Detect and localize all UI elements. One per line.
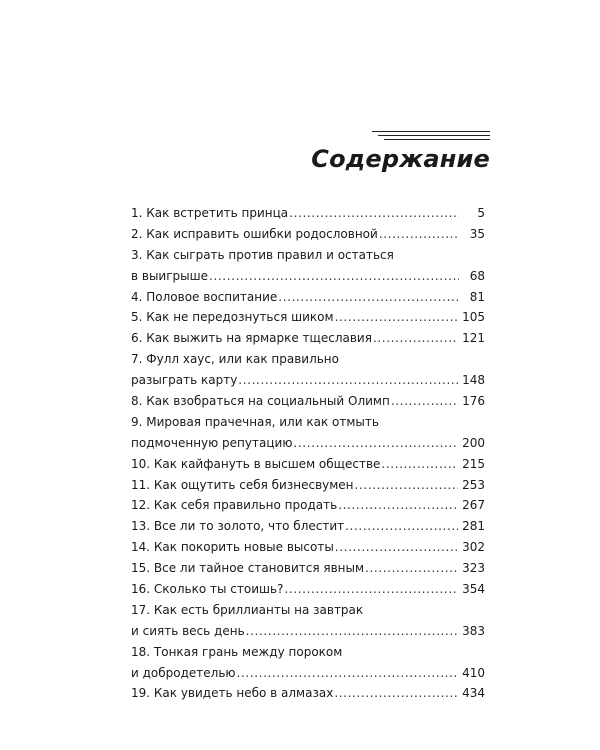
toc-entry: [131, 287, 485, 308]
dot-leader: [391, 391, 458, 412]
dot-leader: [334, 683, 458, 704]
toc-page-number: 302: [462, 540, 485, 555]
toc-entry: [131, 558, 485, 579]
toc-entry: [131, 475, 485, 496]
toc-entry-line: [131, 495, 485, 516]
toc-entry: [131, 307, 485, 328]
dot-leader: [293, 433, 458, 454]
toc-entry: [131, 245, 485, 287]
toc-entry-title: и сиять весь день: [131, 623, 245, 638]
dot-leader: [335, 537, 458, 558]
toc-entry-title: 1. Как встретить принца: [131, 206, 289, 220]
toc-entry-title: подмоченную репутацию: [131, 435, 293, 450]
toc-entry-title: 18. Тонкая грань между пороком: [131, 644, 343, 659]
toc-entry-line: [131, 203, 485, 224]
toc-entry-title: 15. Все ли тайное становится явным: [131, 561, 365, 576]
toc-entry-line: [131, 224, 485, 245]
rule-line: [378, 135, 490, 136]
toc-entry-title: 4. Половое воспитание: [131, 289, 278, 304]
toc-entry-title: 10. Как кайфануть в высшем обществе: [131, 456, 381, 471]
toc-entry: [131, 224, 485, 245]
toc-entry: [131, 600, 485, 642]
toc-page-number: 200: [462, 435, 485, 450]
toc-page-number: 215: [462, 456, 485, 471]
toc-page-number: 105: [462, 310, 485, 325]
dot-leader: [278, 287, 459, 308]
toc-entry-title: 11. Как ощутить себя бизнесвумен: [131, 477, 354, 492]
toc-entry-line: [131, 454, 485, 475]
dot-leader: [379, 224, 459, 245]
toc-entry-line: [131, 621, 485, 642]
toc-page-number: 323: [462, 561, 485, 576]
toc-entry-line: [131, 683, 485, 704]
toc-entry-line: [131, 433, 485, 454]
dot-leader: [355, 475, 459, 496]
rule-line: [372, 131, 490, 132]
dot-leader: [365, 558, 458, 579]
toc-page-number: 148: [462, 373, 485, 388]
toc-entry-line: [131, 266, 485, 287]
toc-entry-title: 6. Как выжить на ярмарке тщеславия: [131, 331, 372, 346]
toc-entry-title: разыграть карту: [131, 373, 238, 388]
toc-entry-title: 14. Как покорить новые высоты: [131, 540, 334, 555]
toc-page-number: 253: [462, 477, 485, 492]
toc-entry-line: [131, 328, 485, 349]
toc-page-number: 410: [462, 665, 485, 680]
toc-entry-title: в выигрыше: [131, 268, 208, 283]
toc-entry: [131, 683, 485, 704]
toc-entry: [131, 203, 485, 224]
dot-leader: [284, 579, 458, 600]
toc-entry-title: 16. Сколько ты стоишь?: [131, 582, 284, 597]
dot-leader: [238, 370, 458, 391]
toc-entry: [131, 537, 485, 558]
toc-entry-line: [131, 391, 485, 412]
dot-leader: [338, 495, 458, 516]
toc-page-number: 121: [462, 331, 485, 346]
toc-page-number: 176: [462, 394, 485, 409]
toc-page-number: 81: [469, 289, 485, 304]
table-of-contents: [131, 203, 485, 704]
toc-entry: [131, 349, 485, 391]
page-title: Содержание: [311, 145, 490, 173]
toc-entry: [131, 495, 485, 516]
dot-leader: [289, 203, 459, 224]
toc-entry-title: 3. Как сыграть против правил и остаться: [131, 247, 394, 262]
toc-entry-line: [131, 558, 485, 579]
toc-entry-title: 9. Мировая прачечная, или как отмыть: [131, 414, 379, 429]
toc-entry-line: [131, 516, 485, 537]
toc-entry: [131, 412, 485, 454]
toc-entry-title: 19. Как увидеть небо в алмазах: [131, 686, 334, 701]
toc-entry-title: 2. Как исправить ошибки родословной: [131, 226, 378, 241]
toc-entry-line: [131, 370, 485, 391]
toc-entry-line: [131, 579, 485, 600]
toc-entry-line: [131, 287, 485, 308]
rule-line: [384, 139, 490, 140]
dot-leader: [246, 621, 458, 642]
decorative-rules: [372, 131, 490, 143]
toc-entry-title: 12. Как себя правильно продать: [131, 498, 338, 513]
toc-page-number: 281: [462, 519, 485, 534]
dot-leader: [373, 328, 458, 349]
toc-entry-title: 13. Все ли то золото, что блестит: [131, 519, 345, 534]
toc-entry: [131, 516, 485, 537]
toc-entry-line: [131, 663, 485, 684]
toc-entry: [131, 391, 485, 412]
toc-entry-title: 17. Как есть бриллианты на завтрак: [131, 602, 364, 617]
dot-leader: [381, 454, 458, 475]
toc-entry-line: [131, 307, 485, 328]
toc-page-number: 267: [462, 498, 485, 513]
toc-entry-title: 8. Как взобраться на социальный Олимп: [131, 394, 390, 409]
dot-leader: [345, 516, 458, 537]
toc-page-number: 68: [469, 268, 485, 283]
toc-entry-line: [131, 537, 485, 558]
toc-entry-title: 7. Фулл хаус, или как правильно: [131, 352, 339, 367]
toc-page-number: 35: [469, 226, 485, 241]
toc-entry: [131, 579, 485, 600]
dot-leader: [335, 307, 459, 328]
toc-entry: [131, 454, 485, 475]
toc-entry-line: [131, 475, 485, 496]
dot-leader: [237, 663, 459, 684]
toc-entry-title: и добродетелью: [131, 665, 236, 680]
toc-entry: [131, 642, 485, 684]
toc-page-number: 383: [462, 623, 485, 638]
toc-entry: [131, 328, 485, 349]
toc-page-number: 434: [462, 686, 485, 701]
toc-page-number: 354: [462, 582, 485, 597]
toc-entry-title: 5. Как не передознуться шиком: [131, 310, 334, 325]
toc-page-number: 5: [477, 206, 485, 220]
dot-leader: [209, 266, 459, 287]
